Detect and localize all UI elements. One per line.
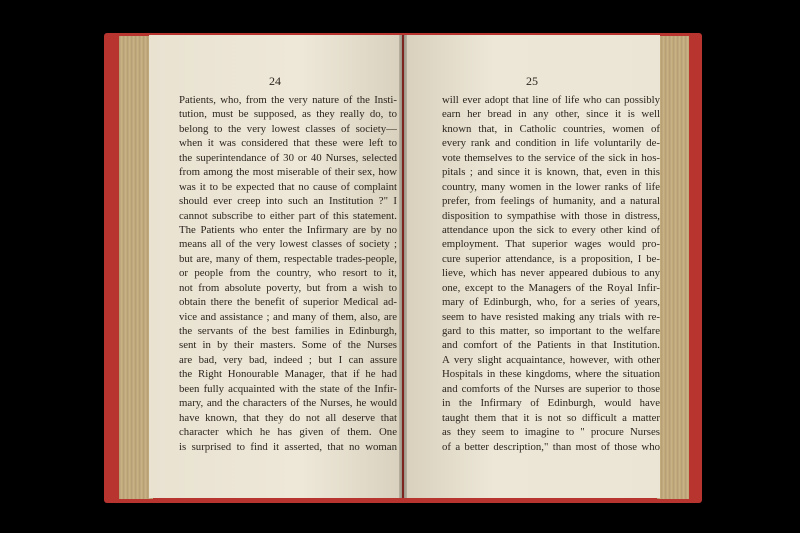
text-line: sent in by their masters. Some of the Nurses	[179, 339, 397, 352]
right-page	[404, 35, 660, 498]
text-line: should ever creep into such an Institution ?" I	[179, 195, 397, 208]
left-page	[149, 35, 402, 498]
text-line: A very slight acquaintance, however, with other	[442, 353, 660, 366]
text-line: gard to this matter, so important to the welfare	[442, 325, 660, 337]
text-line: the Right Honourable Manager, that if he had	[179, 368, 397, 381]
text-line: employment. That superior wages would pro-	[442, 238, 660, 251]
left-page-edges	[119, 36, 153, 499]
text-line: and comfort of the Patients in that Institution.	[442, 339, 660, 352]
text-line: the servants of the best families in Edinburgh,	[179, 325, 397, 337]
text-line: belong to the very lowest classes of society—	[179, 122, 397, 135]
text-line: cure superior attendance, is a proposition, I be-	[442, 252, 660, 265]
text-line: country, many women in the lower ranks of life	[442, 180, 660, 193]
text-line: character which he has given of them. One	[179, 426, 397, 439]
text-line: the superintendance of 30 or 40 Nurses, selected	[179, 151, 397, 164]
text-line: The Patients who enter the Infirmary are by no	[179, 223, 397, 236]
text-line: pitals ; and since it is known, that, even in this	[442, 166, 660, 179]
text-line: one, except to the Managers of the Royal Infir-	[442, 281, 660, 294]
text-line: attendance upon the sick to every other kind of	[442, 223, 660, 236]
text-line: but are, many of them, respectable trades-people,	[179, 252, 397, 265]
text-line: vice and assistance ; and many of them, also, are	[179, 310, 397, 323]
text-line: known that, in Catholic countries, women of	[442, 122, 660, 135]
text-line: every rank and condition in life voluntarily de-	[442, 137, 660, 150]
text-line: was it to be expected that no cause of complaint	[179, 180, 397, 193]
text-line: have known, that they do not all deserve that	[179, 411, 397, 424]
text-line: mary, and the characters of the Nurses, he would	[179, 397, 397, 410]
text-line: Patients, who, from the very nature of the Insti-	[179, 94, 397, 106]
text-line: been fully acquainted with the state of the Infir-	[179, 382, 397, 395]
text-line: Hospitals in these kingdoms, where the situation	[442, 368, 660, 381]
text-line: are bad, very bad, indeed ; but I can assure	[179, 353, 397, 366]
text-line: will ever adopt that line of life who can possibly	[442, 94, 660, 106]
book-gutter	[399, 35, 407, 498]
text-line: from among the most miserable of their sex, how	[179, 166, 397, 179]
right-page-edges	[657, 36, 689, 499]
text-line: cannot subscribe to either part of this statement.	[179, 209, 397, 222]
text-line: or people from the country, who resort to it,	[179, 267, 397, 280]
text-line: means all of the very lowest classes of society ;	[179, 238, 397, 251]
text-line: tution, must be supposed, as they really do, to	[179, 108, 397, 121]
text-line: disposition to sympathise with those in distress,	[442, 209, 660, 222]
text-line: as they seem to imagine to " procure Nurses	[442, 426, 660, 439]
text-line: is surprised to find it asserted, that no woman	[179, 440, 397, 453]
right-page-text	[442, 93, 660, 454]
text-line: and comforts of the Nurses are superior to those	[442, 382, 660, 395]
text-line: prefer, from feelings of humanity, and a natural	[442, 195, 660, 208]
text-line: in the Infirmary of Edinburgh, would have	[442, 397, 660, 410]
text-line: seem to have resisted making any trials with re-	[442, 310, 660, 323]
left-page-text	[179, 93, 397, 454]
text-line: taught them that it is not so difficult a matter	[442, 411, 660, 424]
text-line: not from absolute poverty, but from a wish to	[179, 281, 397, 294]
right-page-number: 25	[526, 74, 538, 88]
text-line: lieve, which has never appeared dubious to any	[442, 267, 660, 280]
left-page-number: 24	[269, 74, 281, 88]
text-line: earn her bread in any other, since it is well	[442, 108, 660, 121]
text-line: obtain there the benefit of superior Medical ad-	[179, 296, 397, 309]
text-line: vote themselves to the service of the sick in hos-	[442, 151, 660, 164]
text-line: mary of Edinburgh, who, for a series of years,	[442, 296, 660, 309]
text-line: when it was considered that these were left to	[179, 137, 397, 150]
text-line: of a better description," than most of those who	[442, 440, 660, 453]
